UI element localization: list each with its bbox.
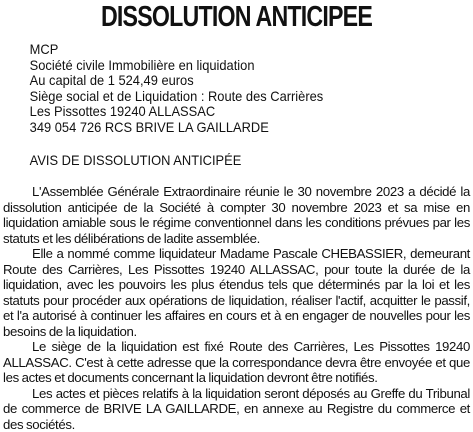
paragraph-dissolution-decision: L'Assemblée Générale Extraordinaire réunie le 30 novembre 2023 a décidé la dissolution anticipée de la Société à compter 30 novembre 2023 et sa mise en liquidation amiable sous le régime conventionnel dans les conditions prévues par les statuts et les délibérations de ladite assemblée. (3, 184, 470, 246)
company-address: Les Pissottes 19240 ALLASSAC (29, 103, 216, 120)
paragraph-liquidation-seat: Le siège de la liquidation est fixé Route des Carrières, Les Pissottes 19240 ALLASSAC. C'est à cette adresse que la correspondance devra être envoyée et que les actes et documents concernant la liquidation devront être notifiés. (3, 339, 470, 386)
notice-subheading: AVIS DE DISSOLUTION ANTICIPÉE (29, 151, 242, 168)
notice-headline: DISSOLUTION ANTICIPEE (100, 1, 373, 33)
company-name: MCP (29, 41, 59, 57)
paragraph-filing: Les actes et pièces relatifs à la liquidation seront déposés au Greffe du Tribunal de commerce de BRIVE LA GAILLARDE, en annexe au Registre du commerce et des sociétés. (3, 385, 470, 432)
notice-body (3, 184, 470, 432)
company-legal-form: Société civile Immobilière en liquidation (29, 56, 255, 73)
paragraph-liquidator-appointment: Elle a nommé comme liquidateur Madame Pascale CHEBASSIER, demeurant Route des Carrières, Les Pissottes 19240 ALLASSAC, pour toute la durée de la liquidation, avec les pouvoirs les plus étendus tels que déterminés par la loi et les statuts pour procéder aux opérations de liquidation, réaliser l'actif, acquitter le passif, et l'a autorisé à continuer les affaires en cours et à en engager de nouvelles pour les besoins de la liquidation. (3, 246, 470, 339)
company-registered-office: Siège social et de Liquidation : Route des Carrières (29, 87, 324, 104)
company-rcs-number: 349 054 726 RCS BRIVE LA GAILLARDE (29, 118, 269, 135)
company-capital: Au capital de 1 524,49 euros (29, 72, 194, 89)
company-info-block (3, 42, 433, 136)
